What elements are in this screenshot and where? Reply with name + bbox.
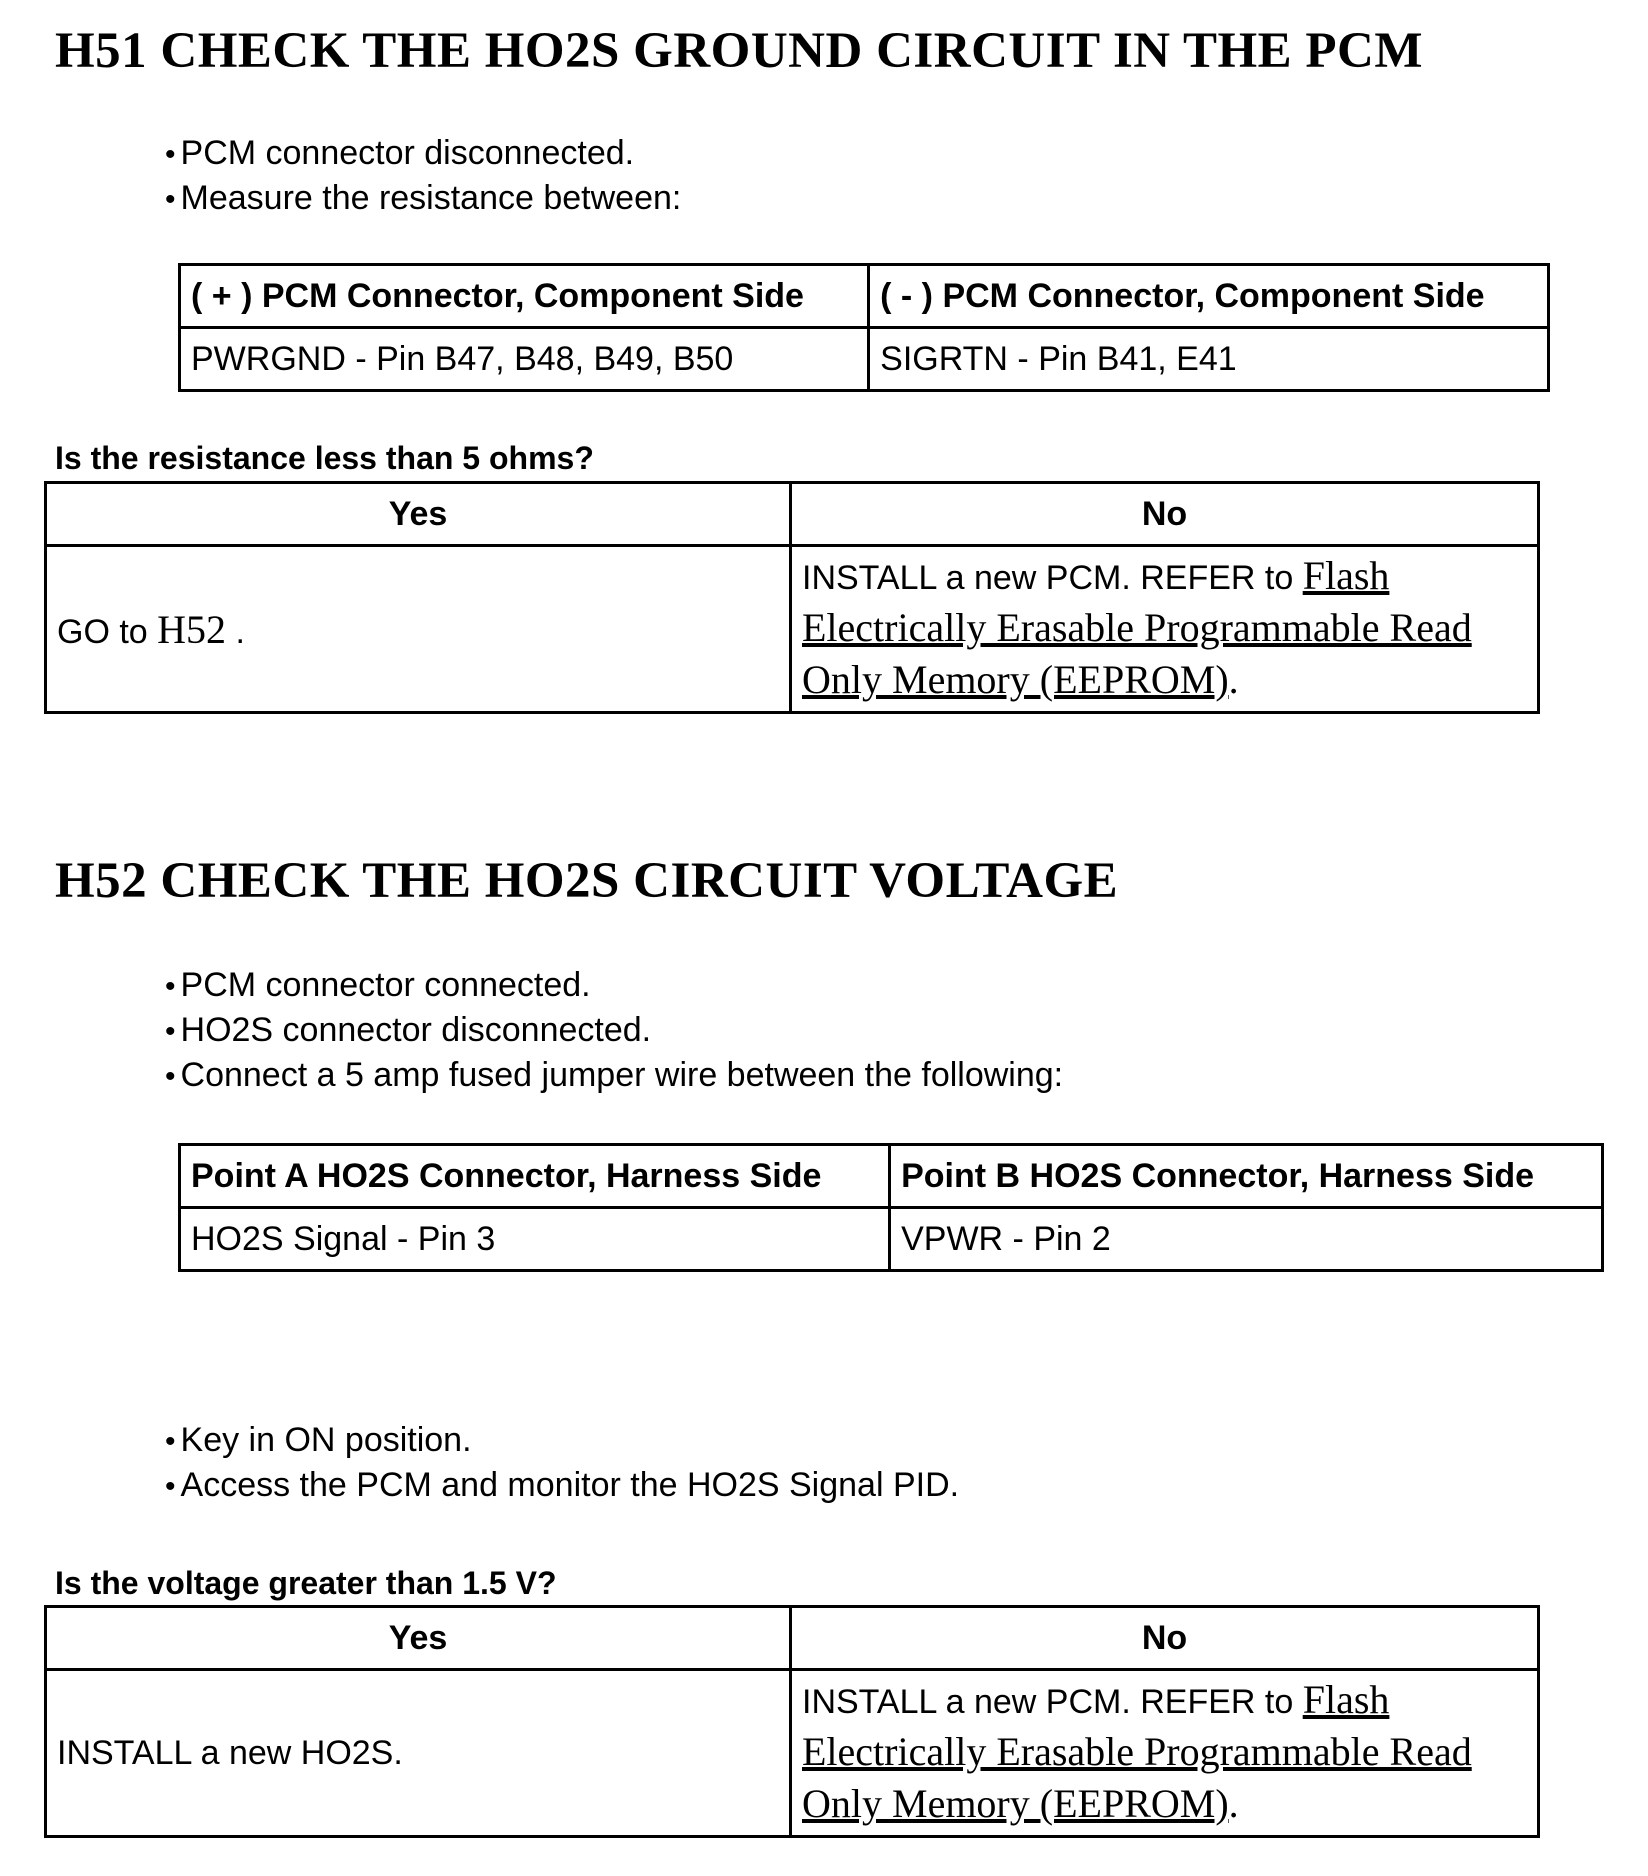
- table-header-row: [180, 1145, 1603, 1208]
- no-cell: [791, 1670, 1539, 1837]
- table-header-row: [46, 483, 1539, 546]
- table-header: ( - ) PCM Connector, Component Side: [869, 265, 1549, 328]
- yes-target-step: H52: [157, 606, 227, 652]
- eeprom-link[interactable]: Flash Electrically Erasable Programmable Read Only Memory (EEPROM): [802, 1677, 1472, 1826]
- h51-title: H51 CHECK THE HO2S GROUND CIRCUIT IN THE PCM: [55, 23, 1424, 79]
- h52-question: Is the voltage greater than 1.5 V?: [55, 1565, 557, 1601]
- table-header: Point B HO2S Connector, Harness Side: [890, 1145, 1603, 1208]
- h51-question: Is the resistance less than 5 ohms?: [55, 440, 594, 476]
- yes-header: Yes: [46, 1607, 791, 1670]
- list-item: • Measure the resistance between:: [165, 176, 681, 221]
- no-suffix: .: [1228, 657, 1239, 702]
- h52-bullet-list-setup: [165, 963, 1063, 1098]
- table-row: [180, 328, 1549, 391]
- no-suffix: .: [1228, 1781, 1239, 1826]
- eeprom-link[interactable]: Flash Electrically Erasable Programmable Read Only Memory (EEPROM): [802, 553, 1472, 702]
- list-item: • Key in ON position.: [165, 1418, 959, 1463]
- yes-header: Yes: [46, 483, 791, 546]
- table-row: [180, 1208, 1603, 1271]
- table-header: Point A HO2S Connector, Harness Side: [180, 1145, 890, 1208]
- list-item: • Access the PCM and monitor the HO2S Signal PID.: [165, 1463, 959, 1508]
- h52-pin-table: [178, 1143, 1604, 1272]
- h51-decision-table: [44, 481, 1540, 714]
- list-item: • HO2S connector disconnected.: [165, 1008, 1063, 1053]
- table-cell: HO2S Signal - Pin 3: [180, 1208, 890, 1271]
- table-header-row: [180, 265, 1549, 328]
- h52-bullet-list-test: [165, 1418, 959, 1508]
- no-header: No: [791, 483, 1539, 546]
- h52-title: H52 CHECK THE HO2S CIRCUIT VOLTAGE: [55, 853, 1119, 909]
- table-cell: SIGRTN - Pin B41, E41: [869, 328, 1549, 391]
- table-header: ( + ) PCM Connector, Component Side: [180, 265, 869, 328]
- no-prefix: INSTALL a new PCM. REFER to: [802, 559, 1303, 597]
- yes-cell: [46, 546, 791, 713]
- table-row: [46, 1670, 1539, 1837]
- h51-bullet-list: [165, 131, 681, 221]
- yes-suffix: .: [226, 612, 245, 651]
- h51-pin-table: [178, 263, 1550, 392]
- h52-decision-table: [44, 1605, 1540, 1838]
- no-cell: [791, 546, 1539, 713]
- list-item: • Connect a 5 amp fused jumper wire between the following:: [165, 1053, 1063, 1098]
- yes-prefix: GO to: [57, 612, 158, 651]
- table-cell: VPWR - Pin 2: [890, 1208, 1603, 1271]
- list-item: • PCM connector disconnected.: [165, 131, 681, 176]
- yes-cell: INSTALL a new HO2S.: [46, 1670, 791, 1837]
- table-cell: PWRGND - Pin B47, B48, B49, B50: [180, 328, 869, 391]
- table-row: [46, 546, 1539, 713]
- table-header-row: [46, 1607, 1539, 1670]
- no-header: No: [791, 1607, 1539, 1670]
- no-prefix: INSTALL a new PCM. REFER to: [802, 1683, 1303, 1721]
- list-item: • PCM connector connected.: [165, 963, 1063, 1008]
